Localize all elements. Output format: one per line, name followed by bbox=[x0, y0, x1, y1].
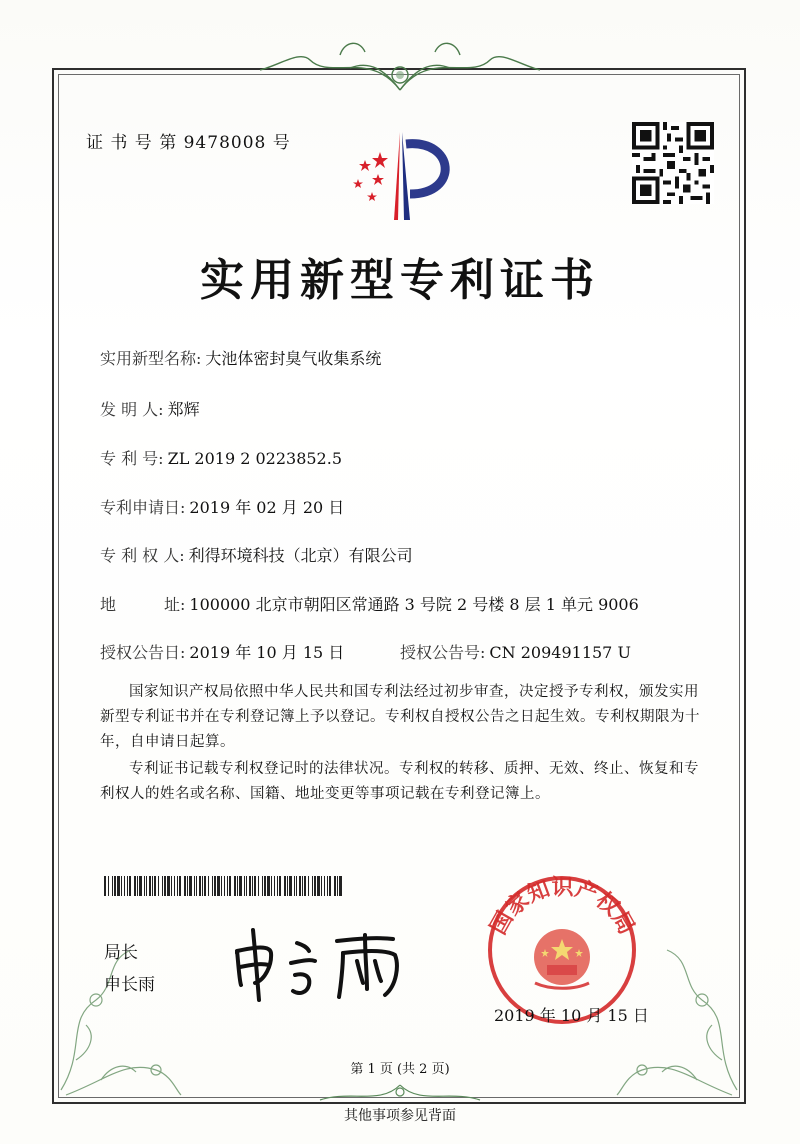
patentee-value: 利得环境科技（北京）有限公司 bbox=[188, 546, 413, 565]
inventor-value: 郑辉 bbox=[167, 400, 200, 419]
grant-number-row bbox=[400, 640, 631, 663]
address-value: 100000 北京市朝阳区常通路 3 号院 2 号楼 8 层 1 单元 9006 bbox=[189, 595, 639, 614]
filing-date-label: 专利申请日: bbox=[100, 498, 186, 517]
filing-date-value: 2019 年 02 月 20 日 bbox=[189, 498, 345, 517]
utility-model-name-label: 实用新型名称: bbox=[100, 349, 202, 368]
qr-code-icon bbox=[632, 122, 714, 204]
filing-date-row bbox=[100, 495, 344, 518]
grant-statement-paragraph: 国家知识产权局依照中华人民共和国专利法经过初步审查，决定授予专利权，颁发实用新型专利证书并在专利登记簿上予以登记。专利权自授权公告之日起生效。专利权期限为十年，自申请日起算。 bbox=[100, 684, 700, 750]
inventor-label: 发 明 人: bbox=[100, 400, 164, 419]
address-label: 地 址: bbox=[100, 595, 186, 614]
legal-status-paragraph: 专利证书记载专利权登记时的法律状况。专利权的转移、质押、无效、终止、恢复和专利权人的姓名或名称、国籍、地址变更等事项记载在专利登记簿上。 bbox=[100, 761, 699, 802]
patent-number-label: 专 利 号: bbox=[100, 449, 164, 468]
certificate-number: 证 书 号 第 9478008 号 bbox=[86, 133, 291, 153]
cnipa-logo-icon bbox=[340, 124, 465, 224]
signatory-name: 申长雨 bbox=[104, 975, 155, 995]
certificate-title: 实用新型专利证书 bbox=[200, 255, 600, 306]
seal-text: 国家知识产权局 bbox=[486, 875, 639, 939]
grant-number-label: 授权公告号: bbox=[400, 643, 486, 662]
grant-number-value: CN 209491157 U bbox=[489, 643, 631, 662]
utility-model-name-row bbox=[100, 346, 381, 369]
utility-model-name-value: 大池体密封臭气收集系统 bbox=[205, 349, 382, 368]
patent-number-row bbox=[100, 446, 342, 469]
page-number: 第 1 页 (共 2 页) bbox=[350, 1062, 450, 1077]
back-note: 其他事项参见背面 bbox=[344, 1108, 456, 1124]
grant-date-label: 授权公告日: bbox=[100, 643, 186, 662]
grant-date-value: 2019 年 10 月 15 日 bbox=[189, 643, 345, 662]
signatory-title: 局长 bbox=[104, 943, 138, 963]
address-row bbox=[100, 592, 639, 615]
handwritten-signature bbox=[225, 925, 425, 1005]
patentee-row bbox=[100, 543, 413, 566]
issue-date: 2019 年 10 月 15 日 bbox=[494, 1006, 649, 1025]
top-ornament bbox=[250, 30, 550, 100]
inventor-row bbox=[100, 397, 200, 420]
official-seal-stamp bbox=[475, 865, 650, 1025]
patent-number-value: ZL 2019 2 0223852.5 bbox=[167, 449, 342, 468]
barcode-icon bbox=[104, 876, 344, 896]
grant-date-row bbox=[100, 640, 344, 663]
patentee-label: 专 利 权 人: bbox=[100, 546, 185, 565]
